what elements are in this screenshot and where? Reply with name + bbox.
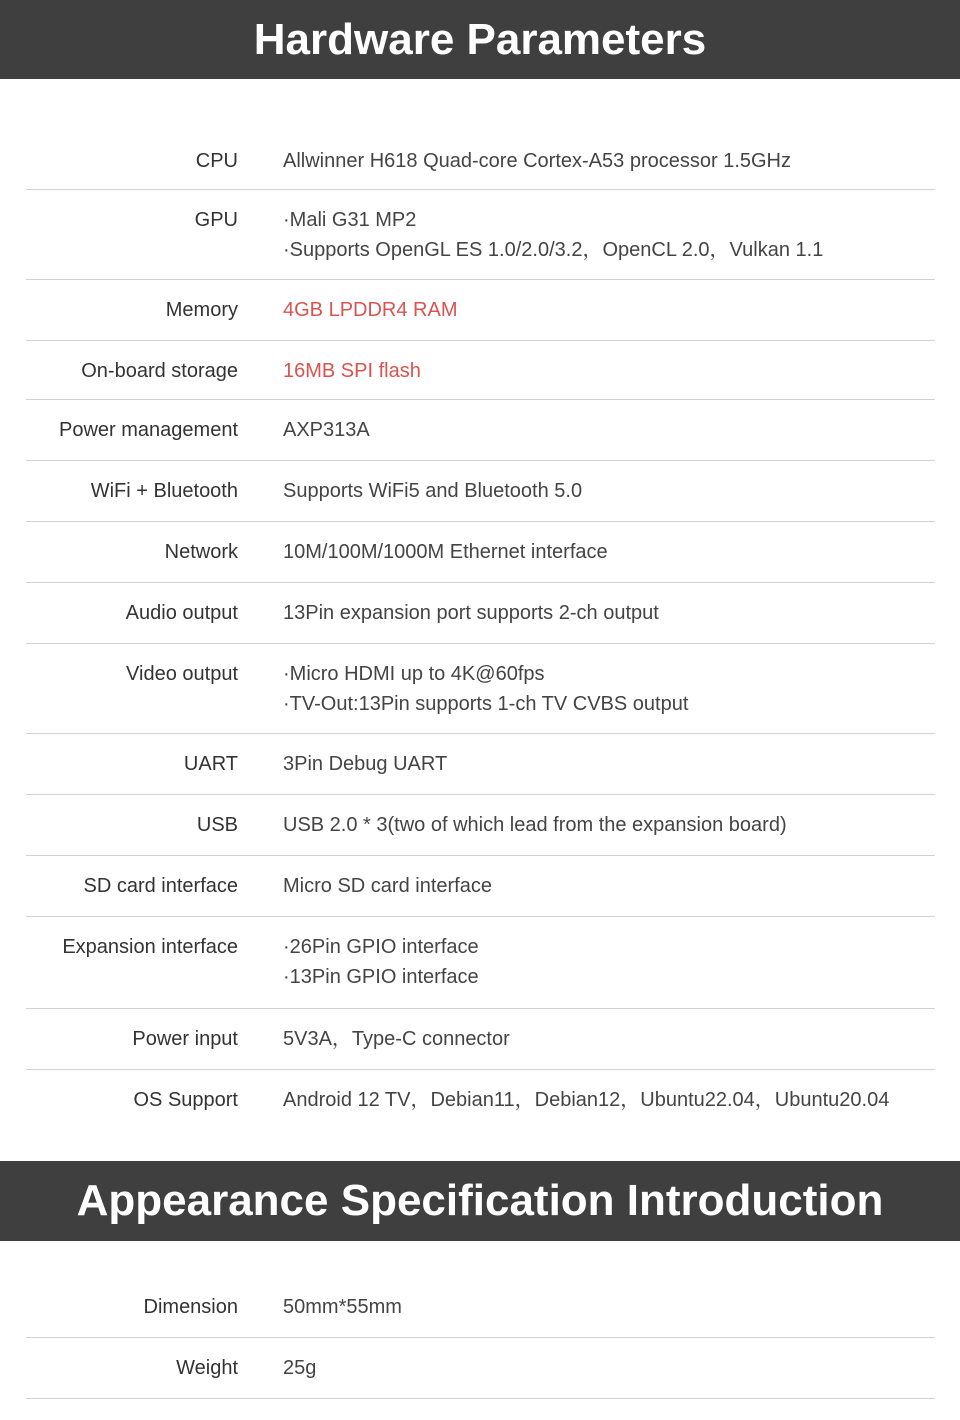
row-label: SD card interface: [83, 875, 238, 897]
value-line: 16MB SPI flash: [283, 360, 421, 382]
table-row: [26, 644, 935, 734]
row-value: [283, 598, 935, 628]
table-row: [26, 795, 935, 856]
value-line: Supports WiFi5 and Bluetooth 5.0: [283, 480, 583, 502]
value-line: AXP313A: [283, 419, 370, 441]
row-label: Video output: [126, 663, 238, 685]
row-value: [283, 415, 935, 445]
row-value: [283, 932, 935, 992]
row-label: Weight: [176, 1357, 238, 1379]
value-line: 13Pin expansion port supports 2-ch output: [283, 602, 659, 624]
row-label: USB: [196, 814, 238, 836]
value-line: ·13Pin GPIO interface: [283, 966, 479, 988]
row-value: [283, 1024, 935, 1054]
row-label: Memory: [165, 299, 238, 321]
table-row: [26, 856, 935, 917]
table-row: [26, 583, 935, 644]
value-line: ·Mali G31 MP2: [283, 209, 417, 231]
value-line: Micro SD card interface: [283, 875, 492, 897]
table-row: [26, 280, 935, 341]
value-line: 50mm*55mm: [283, 1296, 402, 1318]
row-value-highlight: [283, 295, 935, 325]
row-value: [283, 659, 935, 719]
row-label: Network: [164, 541, 238, 563]
table-row: [26, 1277, 935, 1338]
row-value: [283, 205, 935, 265]
row-value: [283, 1353, 935, 1383]
table-row: [26, 190, 935, 280]
row-label: OS Support: [133, 1089, 238, 1111]
value-line: Android 12 TV，Debian11，Debian12，Ubuntu22.04，Ubuntu20.04: [283, 1089, 890, 1111]
row-value: [283, 1085, 935, 1115]
row-value: [283, 476, 935, 506]
appearance-specification-table: [26, 1277, 935, 1399]
row-value-highlight: [283, 356, 935, 386]
row-label: GPU: [194, 209, 238, 231]
row-label: On-board storage: [81, 360, 238, 382]
hardware-parameters-table: [26, 131, 935, 1129]
table-row: [26, 734, 935, 795]
section-banner-appearance: [0, 1161, 960, 1241]
value-line: 5V3A，Type-C connector: [283, 1028, 510, 1050]
value-line: Allwinner H618 Quad-core Cortex-A53 processor 1.5GHz: [283, 150, 791, 172]
value-line: ·Supports OpenGL ES 1.0/2.0/3.2，OpenCL 2.0，Vulkan 1.1: [283, 239, 824, 261]
row-label: CPU: [195, 150, 238, 172]
row-value: [283, 749, 935, 779]
table-row: [26, 1009, 935, 1070]
row-value: [283, 537, 935, 567]
table-row: [26, 1070, 935, 1129]
row-label: Dimension: [143, 1296, 238, 1318]
row-label: Power input: [132, 1028, 238, 1050]
row-label: Power management: [59, 419, 238, 441]
table-row: [26, 1338, 935, 1399]
row-label: Audio output: [125, 602, 238, 624]
value-line: ·26Pin GPIO interface: [283, 936, 479, 958]
row-label: UART: [183, 753, 238, 775]
row-label: WiFi + Bluetooth: [90, 480, 238, 502]
value-line: 10M/100M/1000M Ethernet interface: [283, 541, 608, 563]
table-row: [26, 917, 935, 1009]
table-row: [26, 131, 935, 190]
value-line: 4GB LPDDR4 RAM: [283, 299, 458, 321]
table-row: [26, 400, 935, 461]
value-line: 25g: [283, 1357, 317, 1379]
row-value: [283, 146, 935, 176]
value-line: USB 2.0 * 3(two of which lead from the expansion board): [283, 814, 787, 836]
value-line: ·TV-Out:13Pin supports 1-ch TV CVBS output: [283, 693, 689, 715]
row-value: [283, 871, 935, 901]
section-banner-hardware: [0, 0, 960, 79]
table-row: [26, 341, 935, 400]
row-value: [283, 810, 935, 840]
row-label: Expansion interface: [62, 936, 238, 958]
value-line: 3Pin Debug UART: [283, 753, 448, 775]
row-value: [283, 1292, 935, 1322]
value-line: ·Micro HDMI up to 4K@60fps: [283, 663, 545, 685]
table-row: [26, 522, 935, 583]
table-row: [26, 461, 935, 522]
section-title-appearance: Appearance Specification Introduction: [76, 1176, 884, 1225]
section-title-hardware: Hardware Parameters: [253, 15, 707, 64]
